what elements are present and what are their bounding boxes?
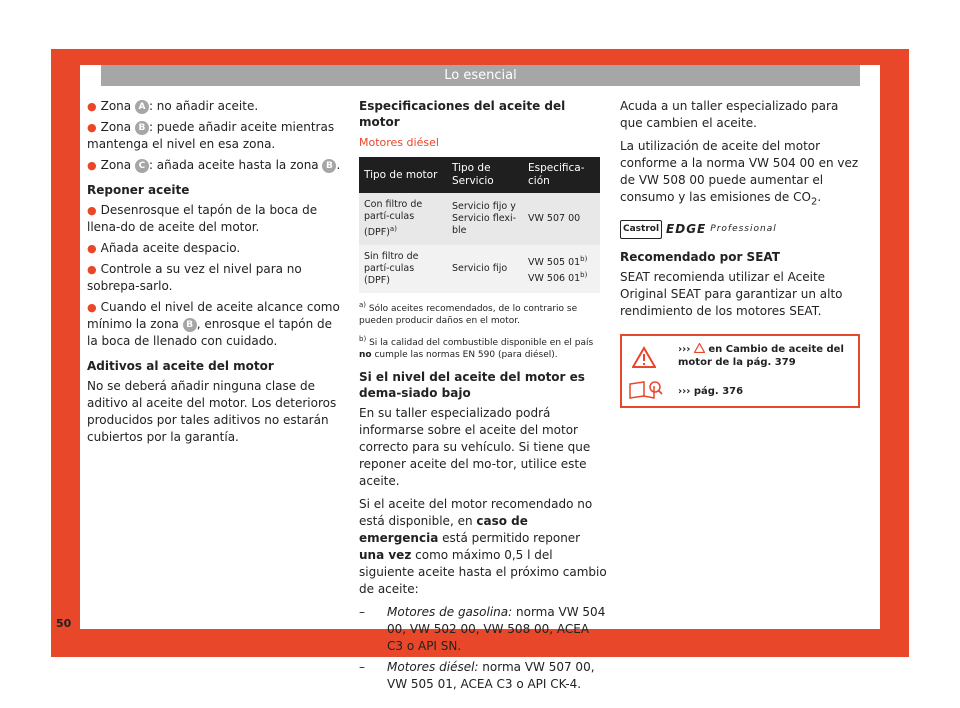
reference-box (620, 334, 860, 408)
table-row (359, 193, 600, 245)
zone-badge: A (135, 100, 149, 114)
table-header: Tipo de motor (359, 157, 447, 193)
zone-badge: B (183, 318, 197, 332)
zone-badge: B (135, 121, 149, 135)
list-item: ● Añada aceite despacio. (87, 241, 241, 255)
footnote: $^{a)}$ Sólo aceites recomendados, de lo contrario se pueden producir daños en el motor. (359, 301, 578, 327)
warning-icon (694, 343, 705, 353)
list-item: – Motores diésel: norma VW 507 00, VW 505 01, ACEA C3 o API CK-4. (359, 660, 595, 692)
paragraph: Acuda a un taller especializado para que cambien el aceite. (620, 99, 839, 130)
table-header: Especifica-ción (523, 157, 600, 193)
column-1 (87, 98, 342, 452)
section-heading: Recomendado por SEAT (620, 250, 780, 265)
paragraph: La utilización de aceite del motor conforme a la norma VW 504 00 en vez de VW 508 00 puede aumentar el consumo y las emisiones de $CO_2$. (620, 139, 859, 208)
subsection-heading: Motores diésel (359, 136, 439, 149)
table-cell: Con filtro de partí-culas (DPF)$^{a)}$ (359, 193, 447, 245)
bullet-icon: ● (87, 121, 97, 134)
section-heading: Aditivos al aceite del motor (87, 359, 274, 373)
bullet-icon: ● (87, 159, 97, 172)
table-cell: VW 507 00 (523, 193, 600, 245)
bullet-icon: ● (87, 204, 97, 217)
list-item: ● Zona B : puede añadir aceite mientras mantenga el nivel en esa zona. (87, 120, 335, 151)
bullet-icon: ● (87, 263, 97, 276)
page-reference-link[interactable]: ››› pág. 376 (678, 386, 744, 397)
dash-marker: – (359, 660, 365, 675)
bullet-icon: ● (87, 301, 97, 314)
list-item: ● Desenrosque el tapón de la boca de llena-do de aceite del motor. (87, 203, 318, 234)
paragraph: Si el aceite del motor recomendado no está disponible, en caso de emergencia está permitido reponer una vez como máximo 0,5 l del siguiente aceite hasta el próximo cambio de aceite: (359, 497, 607, 597)
section-heading: Especificaciones del aceite del motor (359, 99, 566, 129)
paragraph: SEAT recomienda utilizar el Aceite Original SEAT para garantizar un alto rendimiento de los motores SEAT. (620, 270, 843, 319)
table-header: Tipo de Servicio (447, 157, 523, 193)
oil-spec-table (359, 157, 600, 293)
table-cell: Sin filtro de partí-culas (DPF) (359, 245, 447, 293)
list-item: – Motores de gasolina: norma VW 504 00, VW 502 00, VW 508 00, ACEA C3 o API SN. (359, 605, 606, 654)
column-3 (620, 98, 860, 326)
zone-badge: B (322, 159, 336, 173)
list-item: ● Zona A : no añadir aceite. (87, 99, 259, 113)
zone-badge: C (135, 159, 149, 173)
warning-reference-link[interactable]: ››› en Cambio de aceite del motor de la pág. 379 (678, 344, 844, 368)
table-cell: Servicio fijo (447, 245, 523, 293)
table-header-row (359, 157, 600, 193)
dash-marker: – (359, 605, 365, 620)
section-heading: Si el nivel del aceite del motor es dema-siado bajo (359, 370, 585, 401)
list-item: ● Controle a su vez el nivel para no sobrepa-sarlo. (87, 262, 302, 293)
book-icon (628, 378, 664, 404)
footnote: $^{b)}$ Si la calidad del combustible disponible en el país no cumple las normas EN 590 (para diésel). (359, 335, 594, 361)
table-cell: Servicio fijo y Servicio flexi-ble (447, 193, 523, 245)
bullet-icon: ● (87, 100, 97, 113)
paragraph: No se deberá añadir ninguna clase de aditivo al aceite del motor. Los deterioros producidos por tales aditivos no estarán cubiertos por la garantía. (87, 379, 337, 444)
section-heading: Reponer aceite (87, 183, 190, 197)
table-cell: VW 505 01$^{b)}$ VW 506 01$^{b)}$ (523, 245, 600, 293)
list-item: ● Cuando el nivel de aceite alcance como mínimo la zona B , enrosque el tapón de la boca de llenado con cuidado. (87, 300, 340, 348)
table-row (359, 245, 600, 293)
warning-icon (632, 346, 656, 368)
page-number: 50 (56, 617, 72, 630)
castrol-edge-logo: Castrol EDGE Professional (620, 220, 860, 239)
column-2 (359, 98, 607, 697)
section-header: Lo esencial (101, 65, 860, 86)
list-item: ● Zona C : añada aceite hasta la zona B . (87, 158, 341, 172)
paragraph: En su taller especializado podrá informarse sobre el aceite del motor correcto para su vehículo. Si tiene que reponer aceite del mo-tor, utilice este aceite. (359, 406, 591, 489)
bullet-icon: ● (87, 242, 97, 255)
